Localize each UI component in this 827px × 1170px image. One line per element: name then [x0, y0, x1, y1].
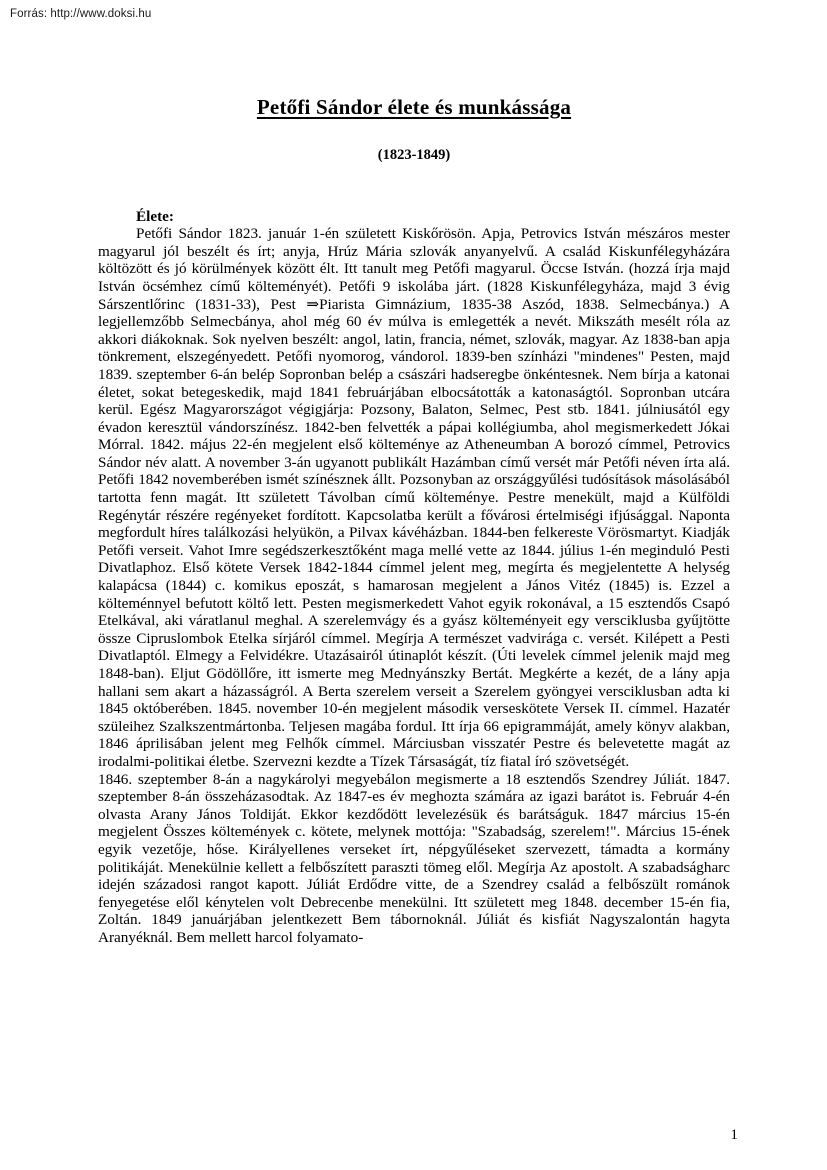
- section-heading-elete: Élete:: [136, 207, 174, 225]
- source-url-header: Forrás: http://www.doksi.hu: [10, 8, 152, 20]
- page-number: 1: [730, 1125, 738, 1143]
- page-subtitle: (1823-1849): [377, 147, 451, 164]
- page-title: Petőfi Sándor élete és munkássága: [256, 95, 572, 119]
- document-content: [98, 95, 730, 947]
- body-paragraph: 1846. szeptember 8-án a nagykárolyi megyebálon megismerte a 18 esztendős Szendrey Júliát. 1847. szeptember 8-án összeházasodtak. Az 1847-es év meghozta számára az igazi barátot is. Február 4-én olvasta Arany János Toldiját. Ekkor kezdődött levelezésük és barátságuk. 1847 március 15-én megjelent Összes költemények c. kötete, melynek mottója: "Szabadság, szerelem!". Március 15-ének egyik vezetője, hőse. Királyellenes verseket írt, népgyűléseket szervezett, támadta a kormány politikáját. Menekülnie kellett a felbőszített paraszti tömeg elől. Megírja Az apostolt. A szabadságharc idején századosi rangot kapott. Júliát Erdődre vitte, de a Szendrey család a felbőszült románok fenyegetése elől kénytelen volt Debrecenbe menekülni. Itt született meg 1848. december 15-én fia, Zoltán. 1849 januárjában jelentkezett Bem tábornoknál. Júliát és kisfiát Nagyszalontán hagyta Aranyéknál. Bem mellett harcol folyamato-: [98, 770, 730, 946]
- body-paragraph: Petőfi Sándor 1823. január 1-én született Kiskőrösön. Apja, Petrovics István mészáros mester magyarul jól beszélt és írt; anyja, Hrúz Mária szlovák anyanyelvű. A család Kiskunfélegyházára költözött és jó körülmények között élt. Itt tanult meg Petőfi magyarul. Öccse István. (hozzá írja majd István öcsémhez című költeményét). Petőfi 9 iskolába járt. (1828 Kiskunfélegyháza, majd 3 évig Sárszentlőrinc (1831-33), Pest ⇒Piarista Gimnázium, 1835-38 Aszód, 1838. Selmecbánya.) A legjellemzőbb Selmecbánya, ahol még 60 év múlva is emlegették a nevét. Mikszáth mesélt róla az akkori diákoknak. Sok nyelven beszélt: angol, latin, francia, német, szlovák, magyar. Az 1838-ban apja tönkrement, elszegényedett. Petőfi nyomorog, vándorol. 1839-ben színházi "mindenes" Pesten, majd 1839. szeptember 6-án belép Sopronban belép a császári hadseregbe önkéntesnek. Nem bírja a katonai életet, sokat betegeskedik, majd 1841 februárjában elbocsátották a katonaságtól. Sopronban utcára kerül. Egész Magyarországot végigjárja: Pozsony, Balaton, Selmec, Pest stb. 1841. júlniusától egy évadon keresztül vándorszínész. 1842-ben felvették a pápai kollégiumba, ahol megismerkedett Jókai Mórral. 1842. május 22-én megjelent első költeménye az Atheneumban A borozó címmel, Petrovics Sándor név alatt. A november 3-án ugyanott publikált Hazámban című versét már Petőfi néven írta alá. Petőfi 1842 novemberében ismét színésznek állt. Pozsonyban az országgyűlési tudósítások másolásából tartotta fenn magát. Itt született Távolban című költeménye. Pestre menekült, majd a Külföldi Regénytár részére regényeket fordított. Kapcsolatba került a fővárosi értelmiségi ifjúsággal. Naponta megfordult híres találkozási helyükön, a Pilvax kávéházban. 1844-ben felkereste Vörösmartyt. Kiadják Petőfi verseit. Vahot Imre segédszerkesztőként maga mellé vette az 1844. július 1-én meginduló Pesti Divatlaphoz. Első kötete Versek 1842-1844 címmel jelent meg, megírta és megjelentette A helység kalapácsa (1844) c. komikus eposzát, s hamarosan megjelent a János Vitéz (1845) is. Ezzel a költeménnyel befutott költő lett. Pesten megismerkedett Vahot egyik rokonával, a 15 esztendős Csapó Etelkával, aki váratlanul meghal. A szerelemvágy és a gyász költeményeit egy versciklusba gyűjtötte össze Cipruslombok Etelka sírjáról címmel. Megírja A természet vadvirága c. versét. Kilépett a Pesti Divatlaptól. Elmegy a Felvidékre. Utazásairól útinaplót készít. (Úti levelek címmel jelenik majd meg 1848-ban). Eljut Gödöllőre, itt ismerte meg Mednyánszky Bertát. Megkérte a kezét, de a lány apja hallani sem akart a házasságról. A Berta szerelem verseit a Szerelem gyöngyei versciklusban adta ki 1845 októberében. 1845. november 10-én megjelent második verseskötete Versek II. címmel. Hazatér szüleihez Szalkszentmártonba. Teljesen magába fordul. Itt írja 66 epigrammáját, amely könyv alakban, 1846 áprilisában jelent meg Felhők címmel. Márciusban visszatér Pestre és belevetette magát az irodalmi-politikai életbe. Szervezni kezdte a Tízek Társaságát, tíz fiatal író szövetségét.: [98, 225, 730, 770]
